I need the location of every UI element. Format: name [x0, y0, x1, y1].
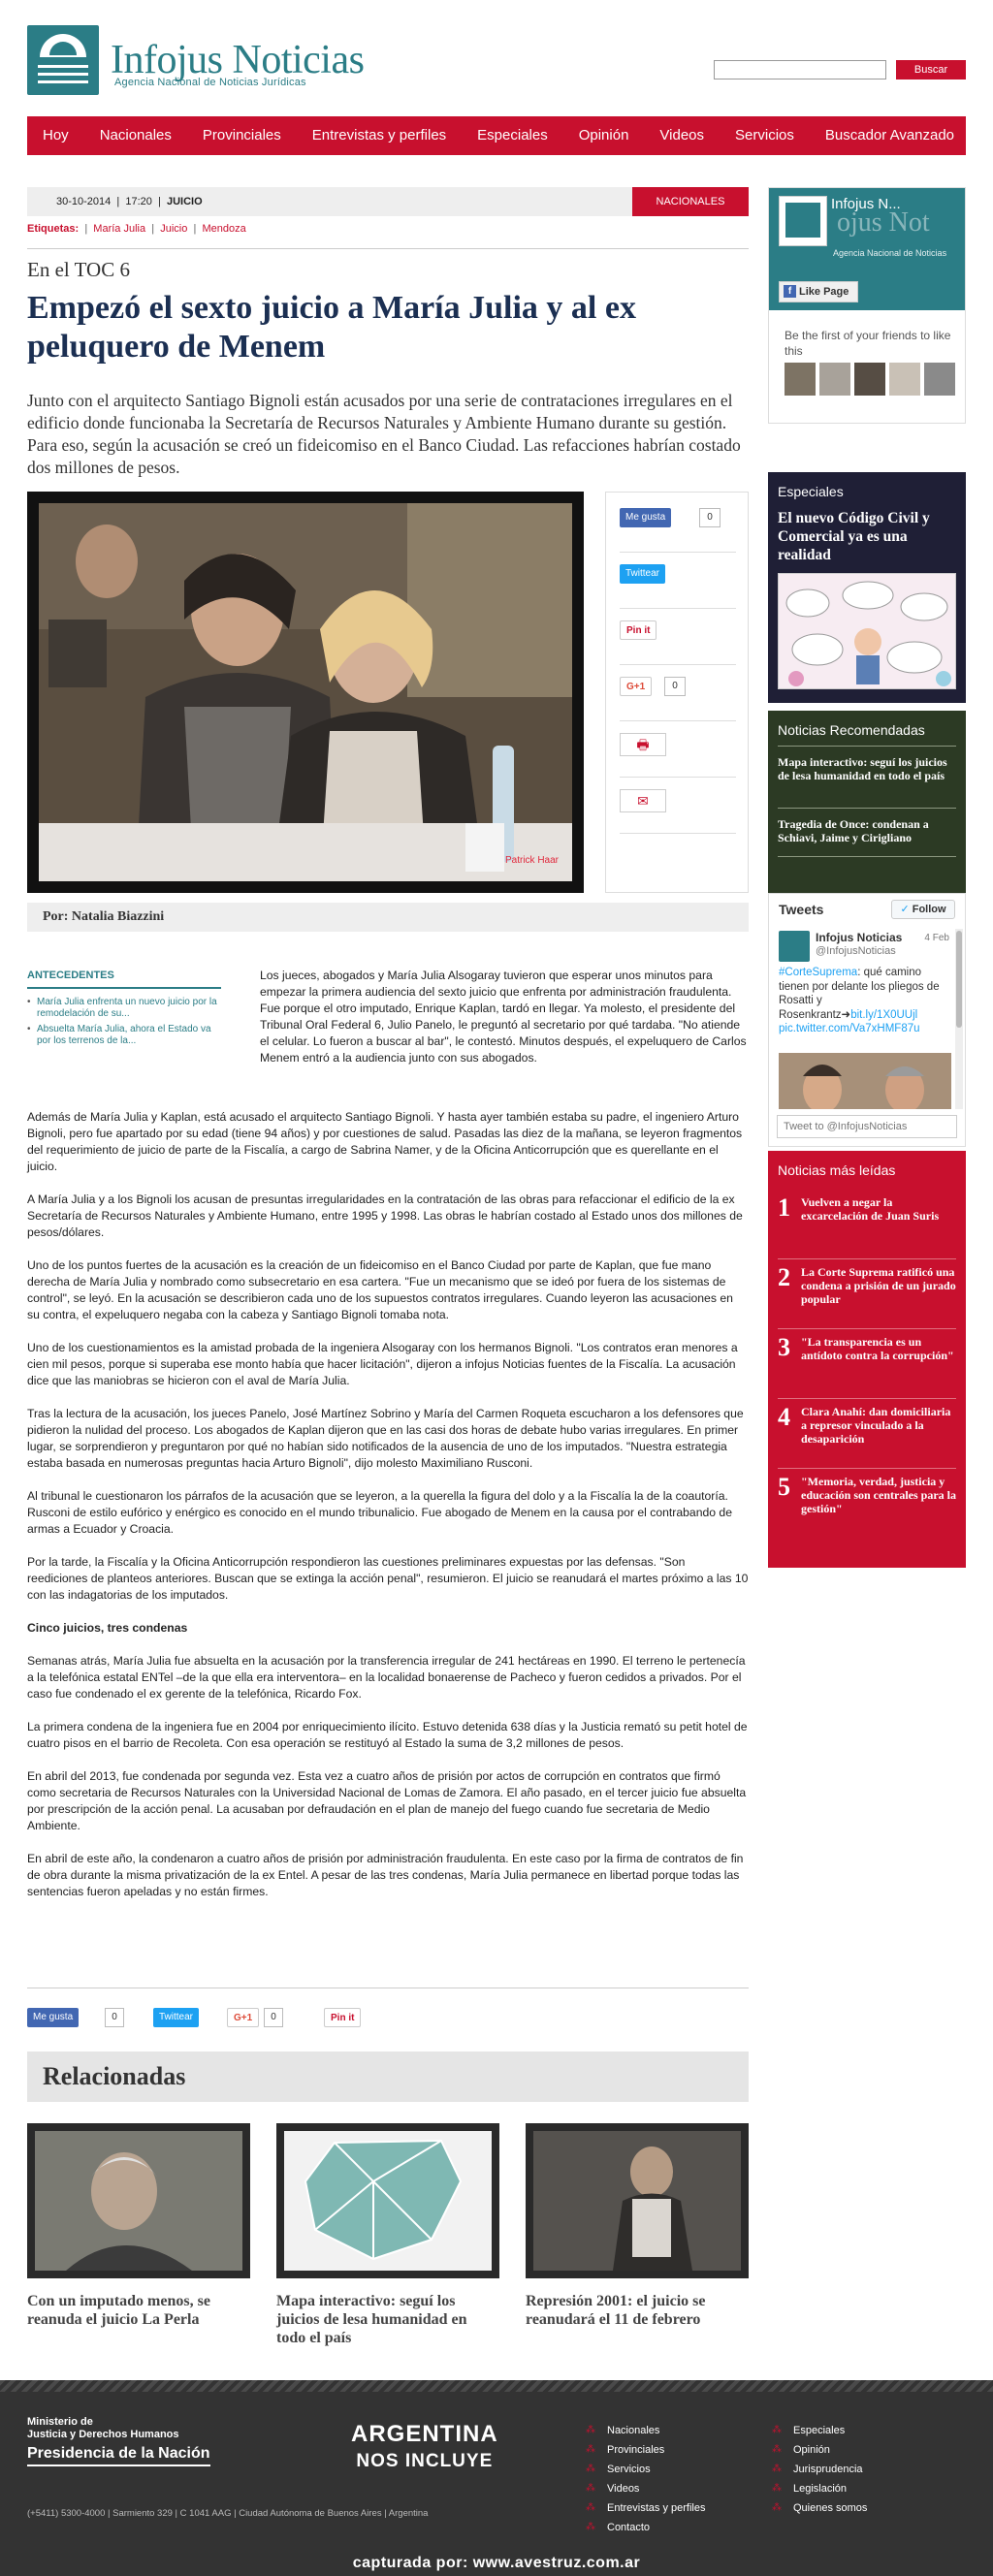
google-plus-button[interactable]: G+1: [227, 2008, 259, 2027]
tweet-hashtag[interactable]: #CorteSuprema: [779, 967, 858, 978]
related-image[interactable]: [526, 2123, 749, 2278]
facebook-count: 0: [699, 508, 721, 527]
logo-subtitle: Agencia Nacional de Noticias Jurídicas: [114, 77, 306, 88]
antecedente-link[interactable]: • Absuelta María Julia, ahora el Estado va por los terrenos de la...: [27, 1024, 221, 1047]
rank-number: 1: [778, 1193, 790, 1222]
mas-leida-link[interactable]: Clara Anahí: dan domiciliaria a represor vinculado a la desaparición: [801, 1405, 951, 1446]
tags-label: Etiquetas:: [27, 223, 80, 235]
mas-leida-link[interactable]: La Corte Suprema ratificó una condena a prisión de un jurado popular: [801, 1265, 956, 1306]
google-plus-count: 0: [664, 677, 686, 696]
recomendadas-box: [768, 711, 966, 893]
facebook-friends-text: Be the first of your friends to like this: [785, 329, 951, 358]
facebook-cover[interactable]: [769, 188, 965, 310]
google-plus-count: 0: [264, 2008, 283, 2027]
tag-link[interactable]: Mendoza: [202, 223, 246, 235]
tweet-button[interactable]: Twittear: [153, 2008, 199, 2027]
especiales-image[interactable]: [778, 573, 956, 689]
article-paragraph: Uno de los cuestionamientos es la amistad probada de la ingeniera Alsogaray con los hermanos Bignoli. "Los contratos eran menores a cien mil pesos, porque si superaba ese monto había que hacer licitación", dijeron a infojus Noticias fuentes de la Fiscalía. La acusación dice que las maniobras se hicieron con el aval de María Julia.: [27, 1341, 738, 1387]
mas-leida-item[interactable]: [778, 1469, 956, 1539]
tweets-scrollbar[interactable]: [955, 929, 963, 1109]
recomendada-link[interactable]: Mapa interactivo: seguí los juicios de lesa humanidad en todo el país: [778, 755, 947, 782]
article-paragraph: La primera condena de la ingeniera fue en 2004 por enriquecimiento ilícito. Estuvo detenida 638 días y la Justicia remató su petit hotel de cuatro pisos en el barrio de Recoleta. Con esa operación se restituyó al Estado la suma de 3,2 millones de pesos.: [27, 1720, 748, 1750]
mas-leidas-title: Noticias más leídas: [778, 1162, 896, 1178]
logo-icon[interactable]: [27, 25, 99, 95]
ministerio-logo[interactable]: Ministerio de Justicia y Derechos Humanos: [27, 2416, 179, 2440]
related-image[interactable]: [276, 2123, 499, 2278]
antecedente-link[interactable]: • María Julia enfrenta un nuevo juicio por la remodelación de su...: [27, 997, 221, 1020]
facebook-like-page-button[interactable]: f Like Page: [779, 281, 858, 302]
section-badge[interactable]: NACIONALES: [632, 187, 749, 216]
footer-pattern: [0, 2380, 993, 2392]
footer-link[interactable]: ⁂ Videos: [586, 2479, 705, 2498]
tweet-date[interactable]: 4 Feb: [924, 933, 949, 943]
article-body: [27, 1109, 749, 1917]
twitter-widget: [768, 893, 966, 1147]
cover-text: ojus Not: [837, 207, 930, 238]
search-input[interactable]: [714, 60, 886, 80]
antecedentes-title: ANTECEDENTES: [27, 970, 221, 989]
main-nav: [27, 116, 966, 155]
share-panel: [605, 492, 749, 893]
photo-credit: Patrick Haar: [504, 855, 559, 866]
pinterest-button[interactable]: Pin it: [324, 2008, 361, 2027]
related-caption[interactable]: Con un imputado menos, se reanuda el juicio La Perla: [27, 2293, 210, 2328]
article-meta: 30-10-2014 | 17:20 | JUICIO: [27, 187, 749, 216]
photo-image: [39, 503, 572, 881]
mas-leida-item[interactable]: [778, 1259, 956, 1329]
related-card[interactable]: [27, 2123, 250, 2329]
facebook-faces: [785, 363, 955, 398]
nav-item-videos[interactable]: Videos: [659, 127, 705, 143]
nav-item-opinion[interactable]: Opinión: [578, 127, 629, 143]
mas-leida-item[interactable]: [778, 1399, 956, 1469]
footer-link[interactable]: ⁂ Quienes somos: [772, 2498, 867, 2518]
search-button[interactable]: Buscar: [896, 60, 966, 80]
article-subheading: Cinco juicios, tres condenas: [27, 1621, 188, 1635]
article-paragraph: Tras la lectura de la acusación, los jueces Panelo, José Martínez Sobrino y María del Carmen Roqueta escucharon a los defensores que pidieron la nulidad del proceso. Los abogados de Kaplan dijeron que en las casi dos horas de debate hubo varias irregulares. En primer lugar, se sorprendieron y preguntaron por qué no habían sido notificados de la ausencia de uno de los imputados. "Nuestra estrategia estaba basada en numerosas preguntas hacia Arturo Bignoli", dijo molesto Maximiliano Rusconi.: [27, 1407, 744, 1470]
facebook-page-avatar[interactable]: [779, 196, 827, 246]
footer-address: (+5411) 5300-4000 | Sarmiento 329 | C 1041 AAG | Ciudad Autónoma de Buenos Aires | Argentina: [27, 2508, 429, 2519]
tweet-handle[interactable]: @InfojusNoticias: [816, 945, 896, 957]
footer-link[interactable]: ⁂ Legislación: [772, 2479, 867, 2498]
article-paragraph: Por la tarde, la Fiscalía y la Oficina Anticorrupción respondieron las cuestiones preliminares expuestas por las defensas. "Son reediciones de planteos anteriores. Buscan que se extinga la acción penal", resumieron. El juicio se reanudará el martes próximo a las 10 con las indagatorias de los imputados.: [27, 1555, 749, 1602]
especiales-headline[interactable]: El nuevo Código Civil y Comercial ya es una realidad: [778, 510, 930, 563]
tweet-text: #CorteSuprema: qué camino tienen por delante los pliegos de Rosatti y Rosenkrantz➜bit.ly/1X0UUjl pic.twitter.com/Va7xHMF87u: [779, 967, 940, 1034]
article-date: 30-10-2014: [56, 196, 112, 207]
especiales-box[interactable]: [768, 472, 966, 703]
related-image[interactable]: [27, 2123, 250, 2278]
mas-leidas-box: [768, 1151, 966, 1568]
pinterest-button[interactable]: Pin it: [620, 620, 657, 640]
facebook-page-name[interactable]: Infojus N...: [831, 196, 901, 212]
footer-link[interactable]: ⁂ Especiales: [772, 2421, 867, 2440]
related-caption[interactable]: Represión 2001: el juicio se reanudará el 11 de febrero: [526, 2293, 706, 2328]
cover-subtitle: Agencia Nacional de Noticias: [833, 248, 947, 258]
rank-number: 3: [778, 1333, 790, 1361]
tag-link[interactable]: Juicio: [160, 223, 188, 235]
especiales-title: Especiales: [778, 484, 844, 499]
article-lead: Junto con el arquitecto Santiago Bignoli están acusados por una serie de contrataciones irregulares en el edificio donde funcionaba la Secretaría de Recursos Naturales y Ambiente Humano durante su gestión. Para eso, según la acusación se creó un fideicomiso en el Banco Ciudad. Las refacciones habrían costado dos millones de pesos.: [27, 391, 741, 477]
facebook-page-widget: [768, 187, 966, 424]
capture-watermark: capturada por: www.avestruz.com.ar: [352, 2555, 641, 2571]
article-kicker: En el TOC 6: [27, 258, 130, 281]
rank-number: 4: [778, 1403, 790, 1431]
nav-item-especiales[interactable]: Especiales: [477, 127, 548, 143]
google-plus-button[interactable]: G+1: [620, 677, 652, 696]
footer-link[interactable]: ⁂ Provinciales: [586, 2440, 705, 2460]
footer-link[interactable]: ⁂ Nacionales: [586, 2421, 705, 2440]
nav-item-hoy[interactable]: Hoy: [43, 127, 69, 143]
author-byline: Por: Natalia Biazzini: [27, 903, 749, 932]
tweets-title: Tweets: [779, 902, 824, 917]
article-paragraph: Además de María Julia y Kaplan, está acusado el arquitecto Santiago Bignoli. Y hasta ayer también estaba su padre, el ingeniero Arturo Bignoli, pero fue apartado por su edad (tiene 94 años) y por cuestiones de salud. Pasadas las diez de la mañana, se leyeron fragmentos del requerimiento de juicio de parte de la Fiscalía, a cargo de Sabrina Namer, y de la Oficina Anticorrupción que es querellante en el juicio.: [27, 1110, 743, 1173]
tags-line: Etiquetas: | María Julia | Juicio | Mendoza: [27, 223, 246, 235]
article-photo[interactable]: [27, 492, 584, 893]
footer-link[interactable]: ⁂ Opinión: [772, 2440, 867, 2460]
relacionadas-title: Relacionadas: [27, 2051, 749, 2102]
related-card[interactable]: [276, 2123, 499, 2347]
nav-item-servicios[interactable]: Servicios: [735, 127, 794, 143]
antecedentes-box: [27, 970, 221, 1051]
article-paragraph: Uno de los puntos fuertes de la acusación es la creación de un fideicomiso en el Banco Ciudad por parte de Kaplan, que fue mano derecha de María Julia y nombrado como subsecretario en esa cartera. "Fue un mecanismo que se ideó por fuera de los sistemas de control", se leyó. En la acusación se describieron cada uno de los supuestos contratos irregulares. Cuando leyeron las acusaciones en su contra, el expeluquero negaba con la cabeza y Santiago Bignoli tomaba nota.: [27, 1258, 733, 1321]
footer-link[interactable]: ⁂ Contacto: [586, 2518, 705, 2537]
related-caption[interactable]: Mapa interactivo: seguí los juicios de lesa humanidad en todo el país: [276, 2293, 467, 2346]
footer-link[interactable]: ⁂ Servicios: [586, 2460, 705, 2479]
tweet-to-input[interactable]: Tweet to @InfojusNoticias: [777, 1115, 957, 1138]
article-paragraph: Semanas atrás, María Julia fue absuelta en la acusación por la transferencia irregular de 241 hectáreas en 1990. El terreno le pertenecía a la telefónica estatal ENTel –de la que ella era interventora– en la localidad bonaerense de Pacheco y fueron cedidos a privados. Por el caso fue condenado el ex gerente de la telefónica, Ricardo Fox.: [27, 1654, 746, 1701]
mas-leida-item[interactable]: [778, 1329, 956, 1399]
rank-number: 2: [778, 1263, 790, 1291]
article-paragraph: A María Julia y a los Bignoli los acusan de presuntas irregularidades en la contratación de las obras para refaccionar el edificio de la ex Secretaría de Recursos Naturales y Ambiente Humano, entre 1995 y 1998. Las obras le habrían costado al Estado unos dos millones de pesos/dólares.: [27, 1193, 743, 1239]
logo-title[interactable]: Infojus Noticias: [111, 38, 365, 82]
printer-icon[interactable]: 🖶: [620, 733, 666, 756]
nav-item-buscador[interactable]: Buscador Avanzado: [824, 127, 955, 143]
follow-button[interactable]: ✓ Follow: [891, 900, 955, 919]
article-paragraph: Al tribunal le cuestionaron los párrafos de la acusación que se leyeron, a la querella la figura del dolo y a la Fiscalía la de la coautoría. Rusconi de estilo eufórico y enérgico es conocido en el mundo tribunalicio. Fue abogado de Menem en la causa por el contrabando de armas a Ecuador y Croacia.: [27, 1489, 732, 1536]
argentina-nos-incluye-logo[interactable]: ARGENTINA NOS INCLUYE: [351, 2421, 498, 2471]
article-category: JUICIO: [167, 196, 203, 207]
footer-link[interactable]: ⁂ Entrevistas y perfiles: [586, 2498, 705, 2518]
mas-leida-link[interactable]: "Memoria, verdad, justicia y educación son centrales para la gestión": [801, 1475, 956, 1515]
mas-leida-link[interactable]: Vuelven a negar la excarcelación de Juan Suris: [801, 1195, 940, 1223]
nav-item-provinciales[interactable]: Provinciales: [202, 127, 281, 143]
footer-links-col2: [772, 2421, 867, 2518]
facebook-like-button[interactable]: Me gusta: [620, 508, 671, 527]
divider: [27, 248, 749, 249]
article-paragraph: En abril de este año, la condenaron a cuatro años de prisión por administración fraudulenta. En este caso por la firma de contratos de fin de obra durante la misma privatización de la ex Entel. A pesar de las tres condenas, María Julia permanece en libertad porque todas las sentencias fueron apeladas y no están firmes.: [27, 1852, 744, 1898]
tweet-link[interactable]: pic.twitter.com/Va7xHMF87u: [779, 1023, 920, 1034]
article-paragraph: En abril del 2013, fue condenada por segunda vez. Esta vez a cuatro años de prisión por actos de corrupción en contratos que firmó como secretaria de Recursos Naturales con la Universidad Nacional de Lomas de Zamora. El año pasado, en el tercer juicio fue absuelta por prescripción de la acción penal. La acusaban por defraudación en el plan de manejo del fuego cuando fue secretaria de Medio Ambiente.: [27, 1769, 747, 1832]
tweet-link[interactable]: bit.ly/1X0UUjl: [850, 1008, 918, 1021]
site-footer: [0, 2380, 993, 2576]
facebook-like-button[interactable]: Me gusta: [27, 2008, 79, 2027]
site-header: [0, 0, 993, 114]
recomendada-link[interactable]: Tragedia de Once: condenan a Schiavi, Jaime y Cirigliano: [778, 817, 929, 844]
twitter-avatar[interactable]: [779, 931, 810, 962]
tag-link[interactable]: María Julia: [93, 223, 146, 235]
footer-links-col1: [586, 2421, 705, 2537]
facebook-count: 0: [105, 2008, 124, 2027]
mas-leida-item[interactable]: [778, 1190, 956, 1259]
tweet-image[interactable]: [779, 1053, 951, 1109]
share-bar-bottom: [27, 2008, 749, 2029]
article-time: 17:20: [125, 196, 152, 207]
mas-leida-link[interactable]: "La transparencia es un antídoto contra la corrupción": [801, 1335, 954, 1362]
nav-item-entrevistas[interactable]: Entrevistas y perfiles: [311, 127, 447, 143]
related-card[interactable]: [526, 2123, 749, 2329]
footer-link[interactable]: ⁂ Jurisprudencia: [772, 2460, 867, 2479]
article-headline: Empezó el sexto juicio a María Julia y al ex peluquero de Menem: [27, 290, 636, 365]
recomendadas-title: Noticias Recomendadas: [778, 722, 925, 738]
rank-number: 5: [778, 1473, 790, 1501]
envelope-icon[interactable]: ✉: [620, 789, 666, 812]
nav-item-nacionales[interactable]: Nacionales: [99, 127, 172, 143]
presidencia-logo[interactable]: Presidencia de la Nación: [27, 2445, 210, 2466]
tweet-author[interactable]: Infojus Noticias: [816, 931, 903, 944]
article-paragraph: Los jueces, abogados y María Julia Alsogaray tuvieron que esperar unos minutos para empezar la primera audiencia del sexto juicio que enfrenta por administración fraudulenta. Fue porque el otro imputado, Enrique Kaplan, tardó en llegar. Ya molesto, el presidente del Tribunal Oral Federal 6, Julio Panelo, le preguntó al secretario por qué tardaba. "No atiende el celular. Lo fueron a buscar al bar", le contestó. Minutos después, el expeluquero de Carlos Menem entró a la audiencia junto con sus abogados.: [260, 969, 747, 1065]
tweet-button[interactable]: Twittear: [620, 564, 665, 584]
